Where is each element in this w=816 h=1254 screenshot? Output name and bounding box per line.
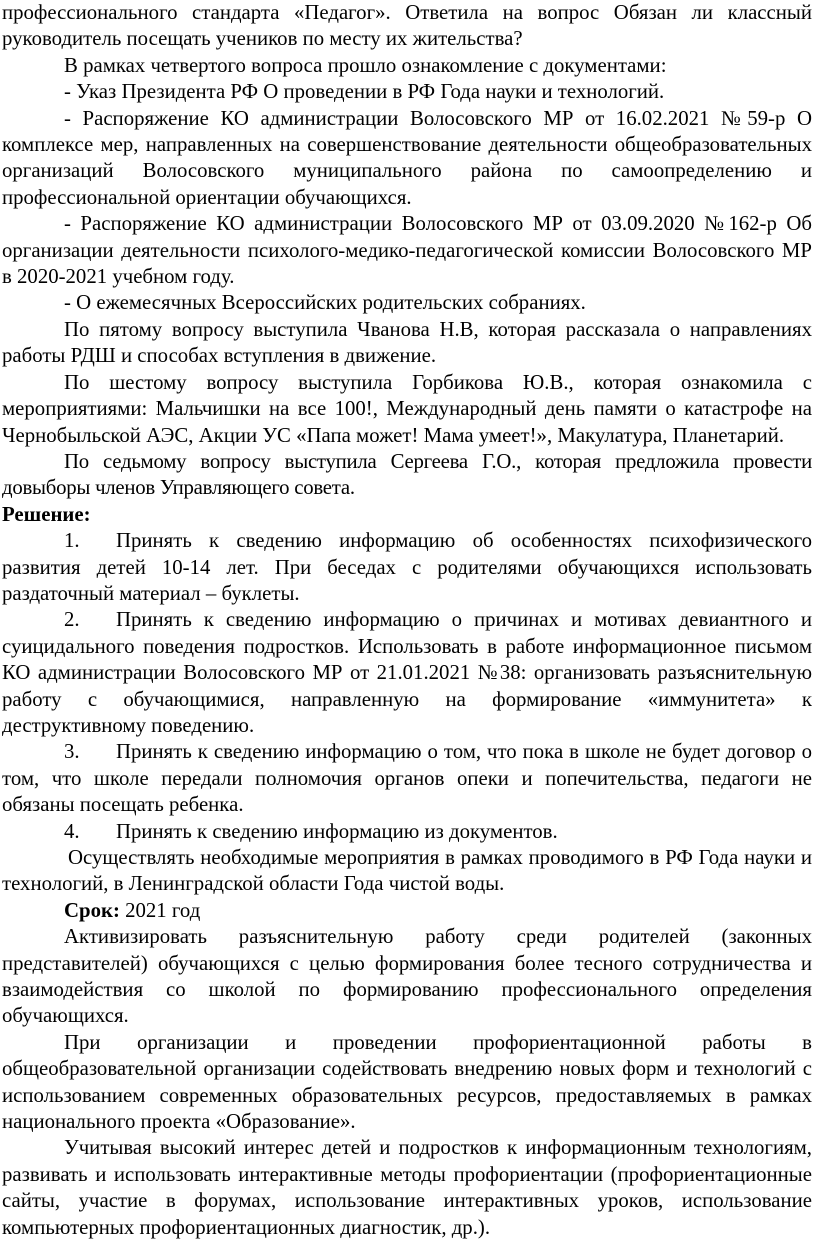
decision-number: 1. [64, 529, 80, 553]
paragraph-parent-meetings: - О ежемесячных Всероссийских родительских собраниях. [64, 291, 586, 315]
decision-heading-text: Решение: [2, 502, 91, 526]
decision-item-3 [2, 739, 812, 818]
decision-text: Принять к сведению информацию о причинах и мотивах девиантного и суицидального поведения подростков. Использовать в работе информационное письмом КО администрации Волосовского МР от 21.01.2021 №38: организовать разъяснительную работу с обучающимися, направленную на формирование «иммунитета» к деструктивному поведению. [2, 608, 812, 737]
paragraph-documents-intro: В рамках четвертого вопроса прошло ознакомление с документами: [64, 53, 667, 77]
decision-item-1 [2, 528, 812, 607]
deadline-value: 2021 год [119, 898, 201, 922]
paragraph-decree: - Указ Президента РФ О проведении в РФ Года науки и технологий. [64, 80, 665, 104]
paragraph-parents-work: Активизировать разъяснительную работу среди родителей (законных представителей) обучающихся с целью формирования более тесного сотрудничества и взаимодействия со школой по формированию профессионального определения обучающихся. [2, 925, 812, 1028]
paragraph-sixth-question: По шестому вопросу выступила Горбикова Ю.В., которая ознакомила с мероприятиями: Мальчишки на все 100!, Международный день памяти о катастрофе на Чернобыльской АЭС, Акции УС «Папа может! Мама умеет!», Макулатура, Планетарий. [2, 370, 812, 447]
paragraph-interactive-methods: Учитывая высокий интерес детей и подростков к информационным технологиям, развивать и использовать интерактивные методы профориентации (профориентационные сайты, участие в форумах, использование интерактивных уроков, использование компьютерных профориентационных диагностик, др.). [2, 1136, 812, 1239]
deadline-label: Срок: [64, 898, 120, 922]
decision-heading [2, 502, 812, 528]
decision-text: Принять к сведению информацию об особенностях психофизического развития детей 10-14 лет. При беседах с родителями обучающихся использовать раздаточный материал – буклеты. [2, 529, 812, 605]
decision-number: 2. [64, 608, 80, 632]
decision-number: 3. [64, 740, 80, 764]
decision-item-2 [2, 607, 812, 739]
paragraph-seventh-question: По седьмому вопросу выступила Сергеева Г.О., которая предложила провести довыборы членов Управляющего совета. [2, 449, 812, 500]
paragraph-continuation: профессионального стандарта «Педагог». Ответила на вопрос Обязан ли классный руководитель посещать учеников по месту их жительства? [2, 1, 812, 51]
paragraph-order-59: - Распоряжение КО администрации Волосовского МР от 16.02.2021 №59-р О комплексе мер, направленных на совершенствование деятельности общеобразовательных организаций Волосовского муниципального района по самоопределению и профессиональной ориентации обучающихся. [2, 106, 812, 209]
decision-item-4 [2, 819, 812, 845]
paragraph-order-162: - Распоряжение КО администрации Волосовского МР от 03.09.2020 №162-р Об организации деятельности психолого-медико-педагогической комиссии Волосовского МР в 2020-2021 учебном году. [2, 212, 812, 289]
paragraph-fifth-question: По пятому вопросу выступила Чванова Н.В, которая рассказала о направлениях работы РДШ и способах вступления в движение. [2, 317, 812, 368]
paragraph-science-year: Осуществлять необходимые мероприятия в рамках проводимого в РФ Года науки и технологий, в Ленинградской области Года чистой воды. [2, 846, 812, 896]
decision-number: 4. [64, 819, 80, 843]
paragraph-career-guidance: При организации и проведении профориентационной работы в общеобразовательной организации содействовать внедрению новых форм и технологий с использованием современных образовательных ресурсов, предоставляемых в рамках национального проекта «Образование». [2, 1030, 812, 1134]
deadline-line [2, 898, 812, 924]
decision-text: Принять к сведению информацию о том, что пока в школе не будет договор о том, что школе передали полномочия органов опеки и попечительства, педагоги не обязаны посещать ребенка. [2, 740, 812, 817]
decision-text: Принять к сведению информацию из документов. [116, 819, 558, 843]
